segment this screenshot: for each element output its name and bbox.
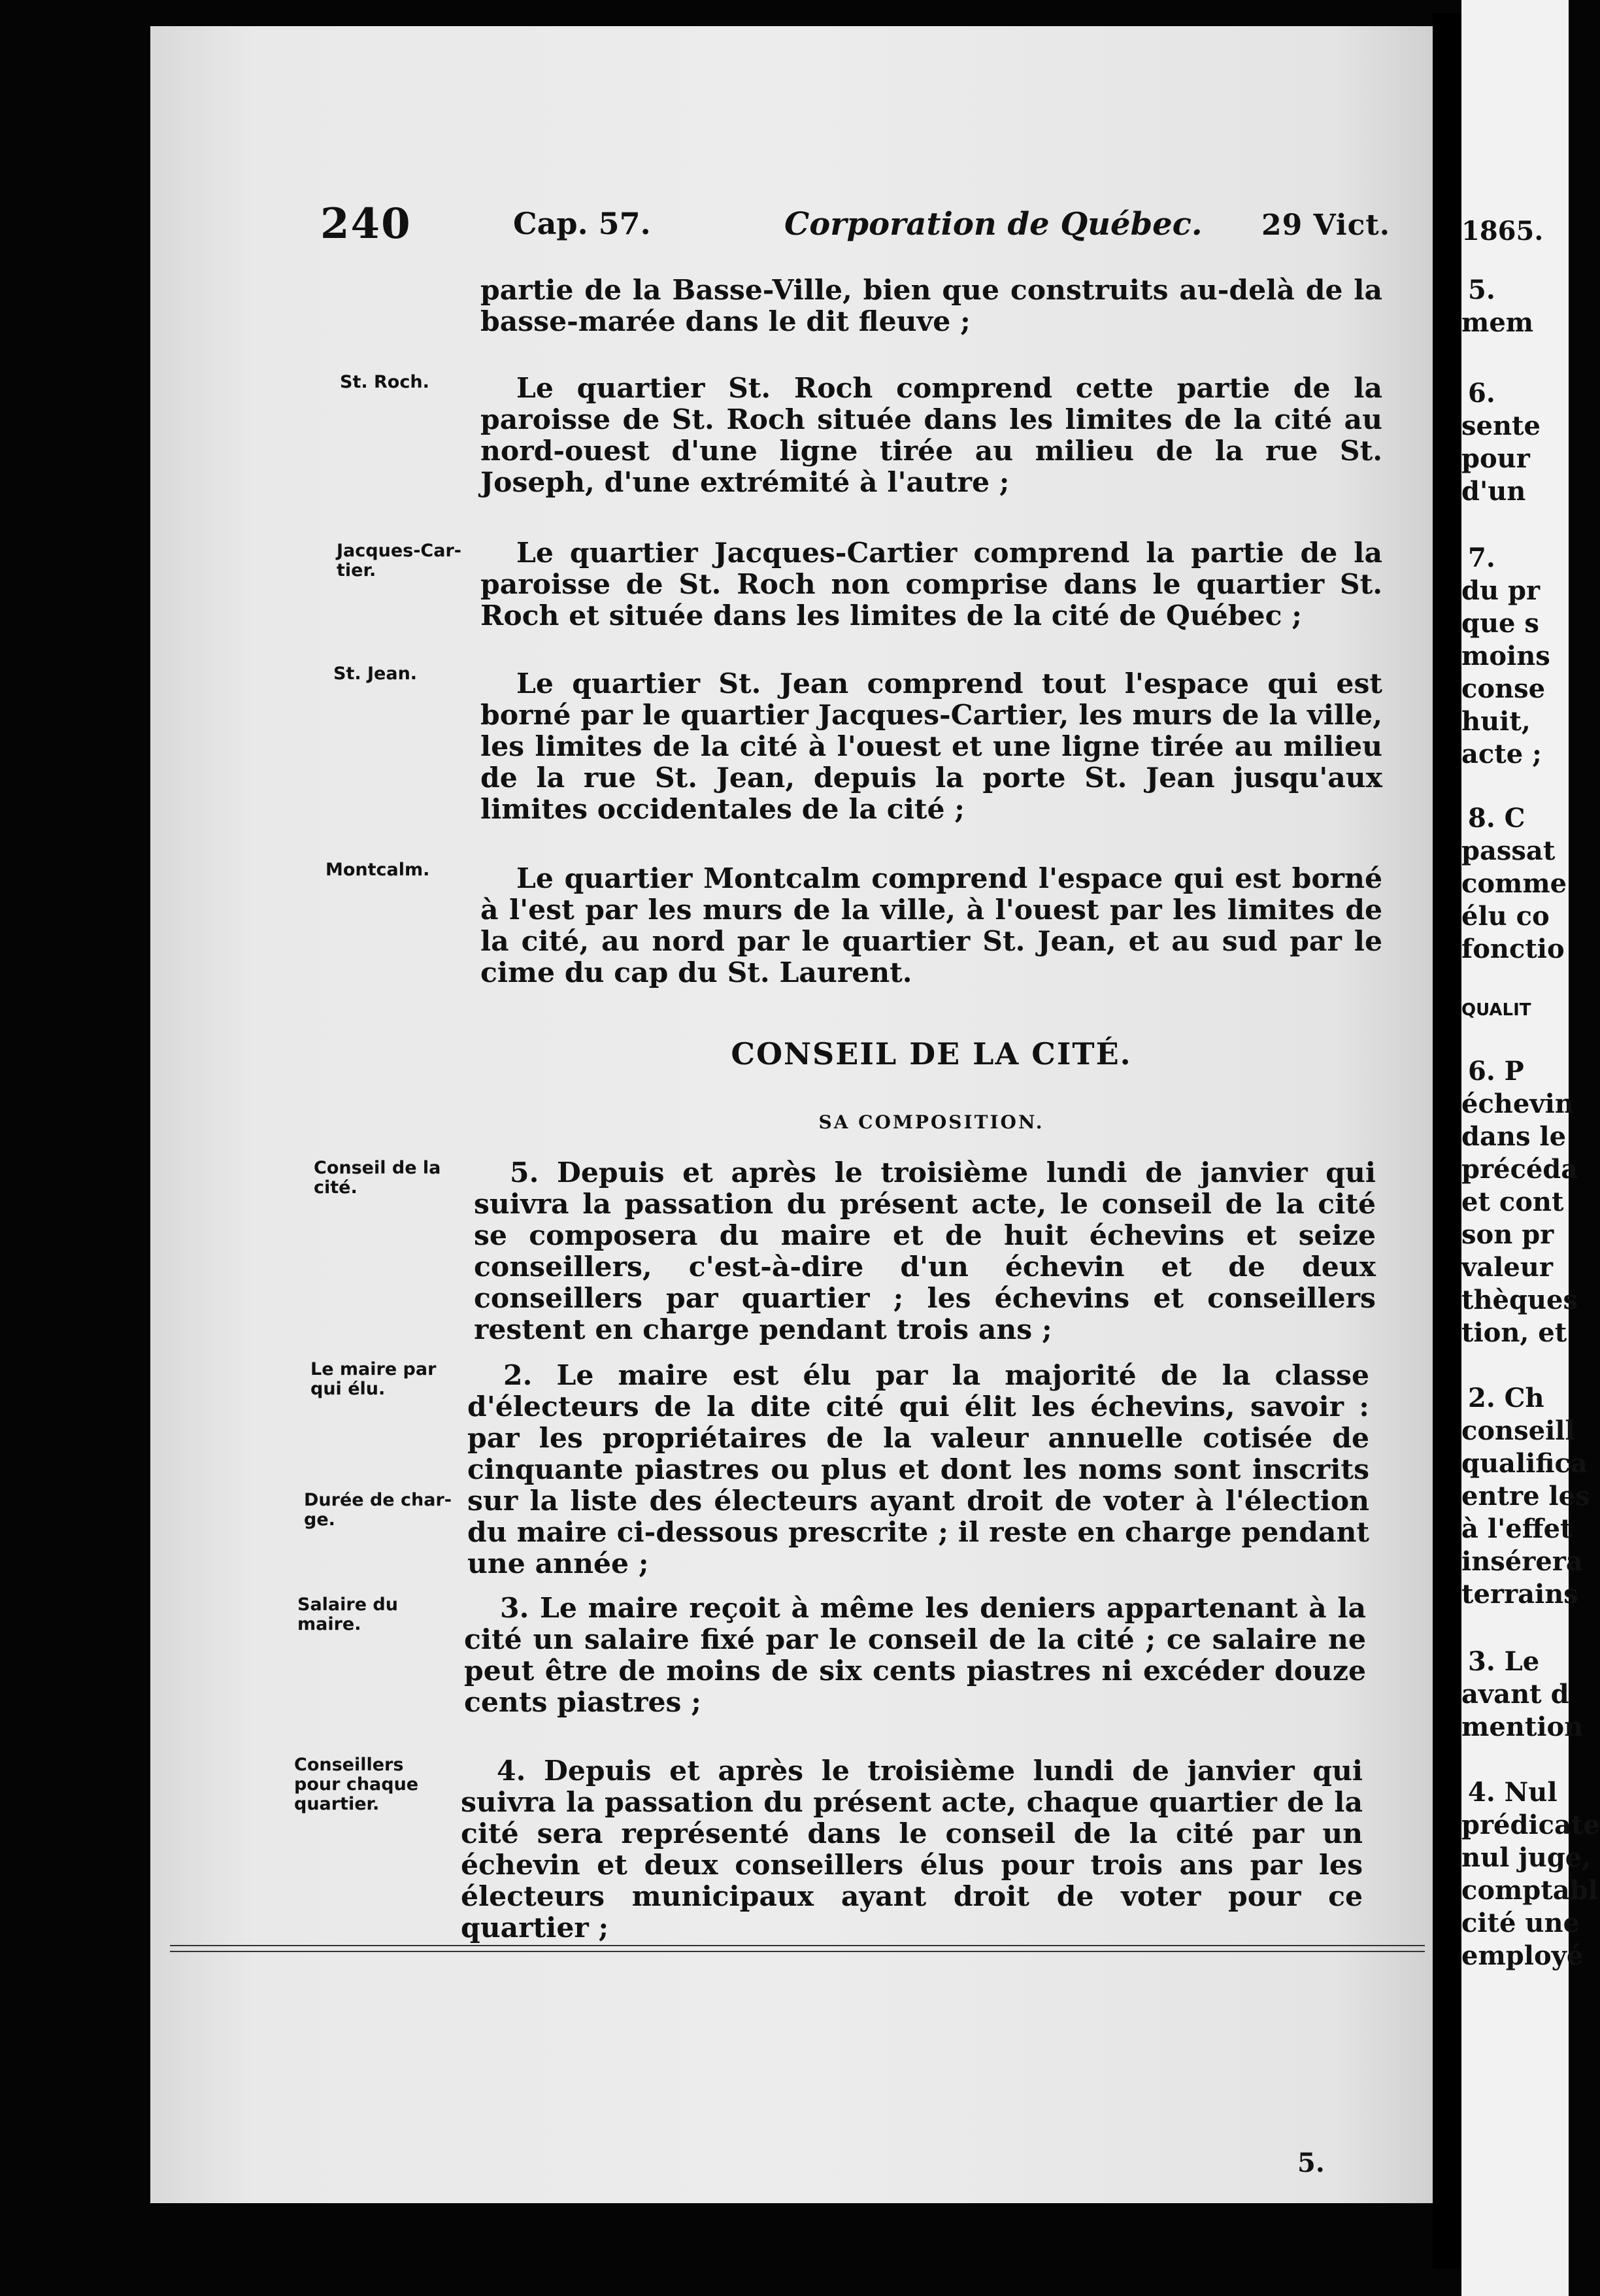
signature-mark: 5. xyxy=(1297,2148,1325,2178)
margin-note-st-roch: St. Roch. xyxy=(340,372,429,392)
facing-text: 2. Ch xyxy=(1468,1383,1544,1413)
facing-text: comptabl xyxy=(1461,1875,1598,1906)
facing-text: dans le xyxy=(1461,1121,1567,1152)
facing-page-edge xyxy=(1461,0,1600,2296)
margin-note-conseil: Conseil de la cité. xyxy=(314,1158,441,1198)
facing-text: mem xyxy=(1461,307,1534,338)
facing-text: avant d xyxy=(1461,1679,1569,1710)
facing-text: et cont xyxy=(1461,1187,1564,1217)
paragraph-st-jean: Le quartier St. Jean comprend tout l'espace qui est borné par le quartier Jacques-Cartier, les murs de la ville, les limites de la cité à l'ouest et une ligne tirée au milieu de la rue St. Jean, depuis la porte St. Jean jusqu'aux limites occidentales de la cité ; xyxy=(480,667,1382,826)
facing-text: à l'effet xyxy=(1461,1513,1573,1544)
facing-text: échevin xyxy=(1461,1089,1574,1119)
facing-text: huit, xyxy=(1461,706,1531,737)
margin-note-salaire: Salaire du maire. xyxy=(297,1595,398,1634)
margin-note-conseillers: Conseillers pour chaque quartier. xyxy=(294,1755,419,1814)
facing-text: 4. Nul xyxy=(1468,1777,1558,1808)
facing-text: fonctio xyxy=(1461,934,1565,964)
facing-text: 1865. xyxy=(1461,216,1544,246)
facing-text: 6. xyxy=(1468,378,1495,409)
facing-text: conseill xyxy=(1461,1415,1575,1446)
facing-text: conse xyxy=(1461,673,1546,704)
margin-note-duree: Durée de char- ge. xyxy=(304,1490,452,1530)
facing-text: prédicate xyxy=(1461,1810,1600,1840)
facing-text: passat xyxy=(1461,836,1556,866)
section-2: 2. Le maire est élu par la majorité de la classe d'électeurs de la dite cité qui élit les échevins, savoir : par les propriétaires de la valeur annuelle cotisée de cinquante piastres ou plus et dont les noms sont inscrits sur la liste des électeurs ayant droit de voter à l'élection du maire ci-dessous prescrite ; il reste en charge pendant une année ; xyxy=(467,1359,1369,1580)
footer-rule-bottom xyxy=(170,1951,1425,1952)
facing-text: son pr xyxy=(1461,1219,1554,1250)
page-number: 240 xyxy=(320,199,412,248)
facing-text: du pr xyxy=(1461,575,1541,606)
page-header xyxy=(320,180,1399,258)
facing-text: cité une xyxy=(1461,1908,1580,1938)
facing-text: employé xyxy=(1461,1940,1584,1971)
facing-text: valeur xyxy=(1461,1252,1553,1283)
section-heading: CONSEIL DE LA CITÉ. xyxy=(731,1036,1132,1072)
facing-text: nul juge, xyxy=(1461,1842,1592,1873)
paragraph-jacques-cartier: Le quartier Jacques-Cartier comprend la partie de la paroisse de St. Roch non comprise dans le quartier St. Roch et située dans les limites de la cité de Québec ; xyxy=(480,537,1382,632)
facing-text: précéda xyxy=(1461,1154,1578,1185)
facing-text: QUALIT xyxy=(1461,1000,1531,1020)
margin-note-st-jean: St. Jean. xyxy=(333,664,418,684)
running-title: Corporation de Québec. xyxy=(784,206,1203,243)
facing-text: d'un xyxy=(1461,476,1526,507)
paragraph-continuation: partie de la Basse-Ville, bien que construits au-delà de la basse-marée dans le dit fleuve ; xyxy=(480,274,1382,338)
facing-text: insérera xyxy=(1461,1546,1583,1577)
margin-note-jacques-cartier: Jacques-Car- tier. xyxy=(337,541,461,581)
facing-text: tion, et xyxy=(1461,1317,1567,1348)
facing-text: 6. P xyxy=(1468,1056,1524,1087)
facing-text: 5. xyxy=(1468,275,1495,305)
facing-text: 7. xyxy=(1468,543,1495,573)
margin-note-montcalm: Montcalm. xyxy=(325,860,430,880)
facing-text: entre les xyxy=(1461,1481,1590,1511)
footer-rule-top xyxy=(170,1945,1425,1946)
facing-text: élu co xyxy=(1461,901,1550,932)
facing-text: sente xyxy=(1461,411,1541,441)
facing-text: thèques xyxy=(1461,1285,1578,1315)
section-3: 3. Le maire reçoit à même les deniers appartenant à la cité un salaire fixé par le conseil de la cité ; ce salaire ne peut être de moins de six cents piastres ni excéder douze cents piastres ; xyxy=(464,1592,1366,1719)
margin-note-maire-elu: Le maire par qui élu. xyxy=(310,1359,437,1399)
paragraph-st-roch: Le quartier St. Roch comprend cette partie de la paroisse de St. Roch située dans les limites de la cité au nord-ouest d'une ligne tirée au milieu de la rue St. Joseph, d'une extrémité à l'autre ; xyxy=(480,372,1382,499)
paragraph-montcalm: Le quartier Montcalm comprend l'espace qui est borné à l'est par les murs de la ville, à l'ouest par les limites de la cité, au nord par le quartier St. Jean, et au sud par le cime du cap du St. Laurent. xyxy=(480,862,1382,989)
facing-text: terrains xyxy=(1461,1579,1578,1610)
facing-text: 3. Le xyxy=(1468,1646,1540,1677)
regnal-year: 29 Vict. xyxy=(1261,209,1391,242)
section-subheading: SA COMPOSITION. xyxy=(818,1111,1044,1133)
facing-text: pour xyxy=(1461,443,1530,474)
facing-text: comme xyxy=(1461,868,1567,899)
section-4: 4. Depuis et après le troisième lundi de janvier qui suivra la passation du présent acte, chaque quartier de la cité sera représenté dans le conseil de la cité par un échevin et deux conseillers élus pour trois ans par les électeurs municipaux ayant droit de voter pour ce quartier ; xyxy=(461,1755,1363,1944)
book-gutter xyxy=(1433,13,1461,2269)
facing-text: moins xyxy=(1461,641,1550,671)
facing-text: 8. C xyxy=(1468,803,1525,834)
chapter-label: Cap. 57. xyxy=(513,206,651,241)
section-5: 5. Depuis et après le troisième lundi de janvier qui suivra la passation du présent acte, le conseil de la cité se composera du maire et de huit échevins et seize conseillers, c'est-à-dire d'un échevin et de deux conseillers par quartier ; les échevins et conseillers restent en charge pendant trois ans ; xyxy=(474,1156,1376,1346)
facing-text: mention xyxy=(1461,1712,1584,1742)
facing-text: que s xyxy=(1461,608,1539,639)
facing-text: qualifica xyxy=(1461,1448,1588,1479)
facing-text: acte ; xyxy=(1461,739,1542,769)
